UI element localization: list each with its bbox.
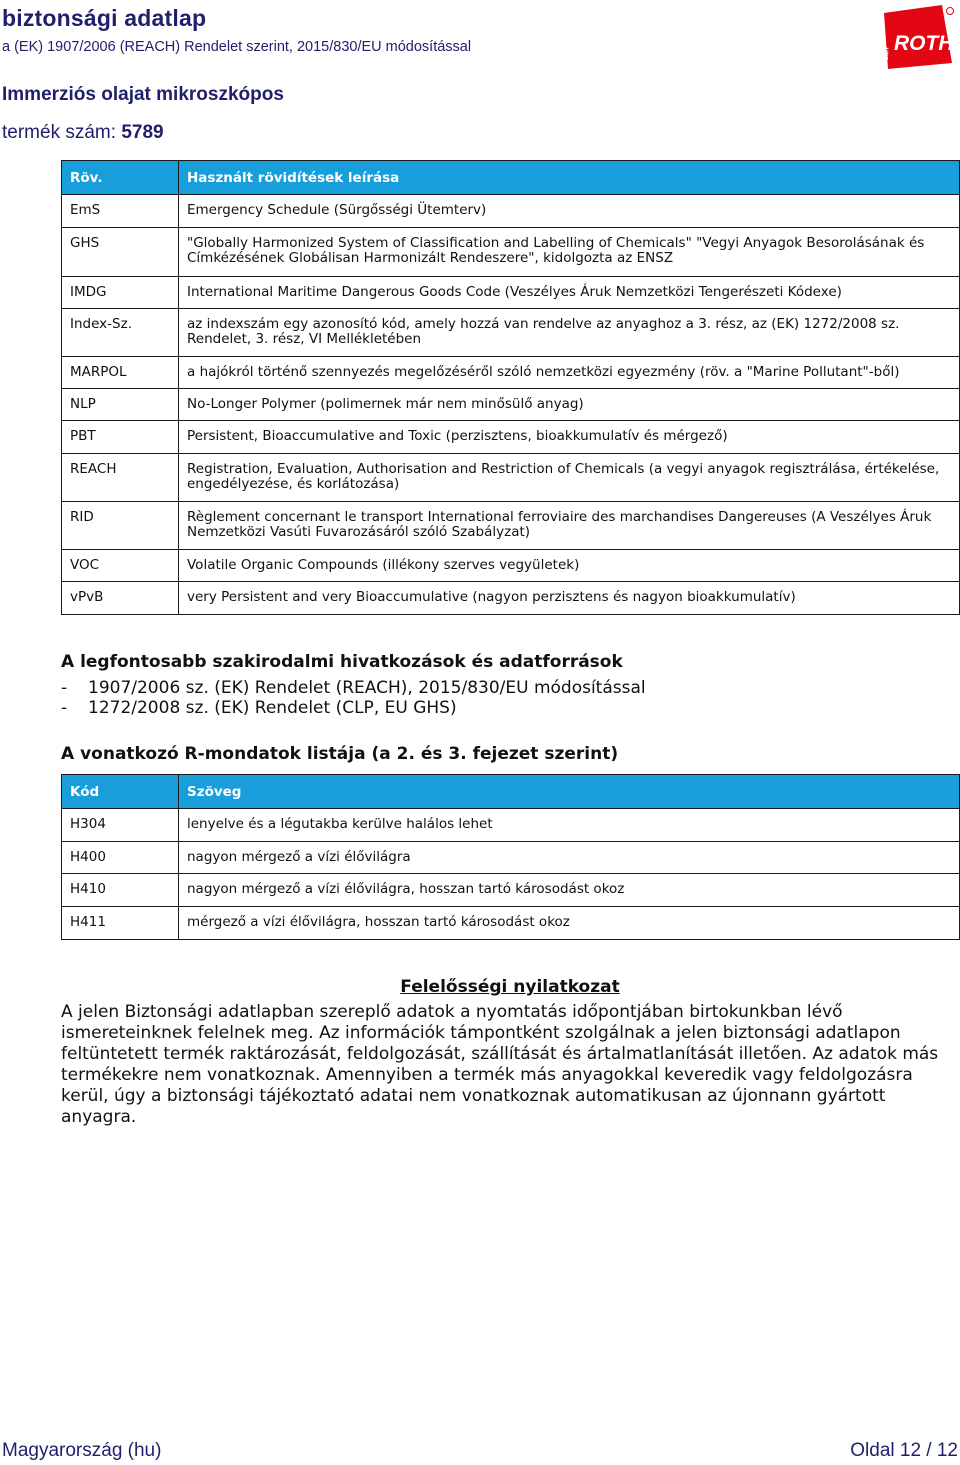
product-number-value: 5789	[121, 122, 164, 143]
desc-cell: International Maritime Dangerous Goods Code (Veszélyes Áruk Nemzetközi Tengerészeti Kódexe)	[179, 277, 960, 309]
disclaimer-title: Felelősségi nyilatkozat	[400, 977, 620, 997]
desc-cell: "Globally Harmonized System of Classification and Labelling of Chemicals" "Vegyi Anyagok Besorolásának és Címkézésének Globálisan Harmonizált Rendeszere", kidolgozta az ENSZ	[179, 228, 960, 277]
table-row	[62, 277, 960, 309]
list-item-text: 1272/2008 sz. (EK) Rendelet (CLP, EU GHS)	[88, 698, 457, 718]
table-row	[62, 582, 960, 615]
table-row	[62, 195, 960, 228]
code-cell: H400	[62, 842, 179, 874]
list-dash: -	[61, 678, 68, 698]
abbreviations-table	[61, 160, 960, 615]
logo-small-text: Carl	[883, 47, 891, 62]
desc-cell: a hajókról történő szennyezés megelőzéséről szóló nemzetközi egyezmény (röv. a "Marine Pollutant"-ből)	[179, 357, 960, 389]
table-row	[62, 228, 960, 277]
text-cell: mérgező a vízi élővilágra, hosszan tartó károsodást okoz	[179, 907, 960, 940]
document-title: biztonsági adatlap	[2, 5, 207, 31]
r-phrases-heading: A vonatkozó R-mondatok listája (a 2. és 3. fejezet szerint)	[61, 744, 619, 764]
disclaimer-text: A jelen Biztonsági adatlapban szereplő adatok a nyomtatás időpontjában birtokunkban lévő ismereteinknek felelnek meg. Az információk támpontként szolgálnak a jelen biztonsági adatlapon feltüntetett termék raktározását, feldolgozását, szállítását és ártalmatlanítását illetően. Az adatok más termékekre nem vonatkoznak. Amennyiben a termék más anyagokkal keveredik vagy feldolgozásra kerül, úgy a biztonsági tájékoztató adatai nem vonatkoznak automatikusan az újonnann gyártott anyagra.	[61, 1002, 939, 1127]
list-item	[61, 698, 646, 718]
desc-cell: Emergency Schedule (Sürgősségi Ütemterv)	[179, 195, 960, 228]
table-row	[62, 389, 960, 421]
table-header-row	[62, 161, 960, 195]
desc-cell: No-Longer Polymer (polimernek már nem minősülő anyag)	[179, 389, 960, 421]
table-row	[62, 842, 960, 874]
r-phrases-table	[61, 774, 960, 940]
abbr-cell: VOC	[62, 550, 179, 582]
text-cell: lenyelve és a légutakba kerülve halálos lehet	[179, 809, 960, 842]
table-row	[62, 309, 960, 357]
desc-cell: Persistent, Bioaccumulative and Toxic (perzisztens, bioakkumulatív és mérgező)	[179, 421, 960, 454]
code-cell: H304	[62, 809, 179, 842]
table-row	[62, 421, 960, 454]
abbr-cell: MARPOL	[62, 357, 179, 389]
table-row	[62, 874, 960, 907]
desc-cell: very Persistent and very Bioaccumulative (nagyon perzisztens és nagyon bioakkumulatív)	[179, 582, 960, 615]
abbr-cell: IMDG	[62, 277, 179, 309]
header-abbreviation: Röv.	[62, 161, 179, 195]
abbr-cell: PBT	[62, 421, 179, 454]
abbr-cell: NLP	[62, 389, 179, 421]
text-cell: nagyon mérgező a vízi élővilágra, hosszan tartó károsodást okoz	[179, 874, 960, 907]
header-code: Kód	[62, 775, 179, 809]
abbr-cell: GHS	[62, 228, 179, 277]
desc-cell: az indexszám egy azonosító kód, amely hozzá van rendelve az anyaghoz a 3. rész, az (EK) 1272/2008 sz. Rendelet, 3. rész, VI Mellékletében	[179, 309, 960, 357]
desc-cell: Règlement concernant le transport International ferroviaire des marchandises Dangereuses (A Veszélyes Áruk Nemzetközi Vasúti Fuvarozásáról szóló Szabályzat)	[179, 502, 960, 550]
desc-cell: Registration, Evaluation, Authorisation and Restriction of Chemicals (a vegyi anyagok regisztrálása, értékelése, engedélyezése, és korlátozása)	[179, 454, 960, 502]
product-number-label: termék szám:	[2, 122, 117, 143]
code-cell: H410	[62, 874, 179, 907]
footer-country: Magyarország (hu)	[2, 1440, 162, 1461]
document-subtitle: a (EK) 1907/2006 (REACH) Rendelet szerint, 2015/830/EU módosítással	[2, 39, 472, 55]
header-description: Használt rövidítések leírása	[179, 161, 960, 195]
abbr-cell: RID	[62, 502, 179, 550]
table-row	[62, 907, 960, 940]
table-row	[62, 357, 960, 389]
abbr-cell: vPvB	[62, 582, 179, 615]
header-text: Szöveg	[179, 775, 960, 809]
abbr-cell: REACH	[62, 454, 179, 502]
roth-logo	[880, 3, 956, 71]
product-number	[2, 122, 164, 144]
list-item	[61, 678, 646, 698]
literature-heading: A legfontosabb szakirodalmi hivatkozások és adatforrások	[61, 652, 623, 672]
list-item-text: 1907/2006 sz. (EK) Rendelet (REACH), 2015/830/EU módosítással	[88, 678, 646, 698]
table-row	[62, 809, 960, 842]
text-cell: nagyon mérgező a vízi élővilágra	[179, 842, 960, 874]
list-dash: -	[61, 698, 68, 718]
abbr-cell: EmS	[62, 195, 179, 228]
table-header-row	[62, 775, 960, 809]
desc-cell: Volatile Organic Compounds (illékony szerves vegyületek)	[179, 550, 960, 582]
footer-page-number: Oldal 12 / 12	[850, 1440, 958, 1461]
abbr-cell: Index-Sz.	[62, 309, 179, 357]
table-row	[62, 550, 960, 582]
literature-list	[61, 678, 646, 718]
table-row	[62, 454, 960, 502]
product-name: Immerziós olajat mikroszkópos	[2, 84, 284, 105]
logo-text: ROTH	[894, 32, 954, 55]
table-row	[62, 502, 960, 550]
code-cell: H411	[62, 907, 179, 940]
